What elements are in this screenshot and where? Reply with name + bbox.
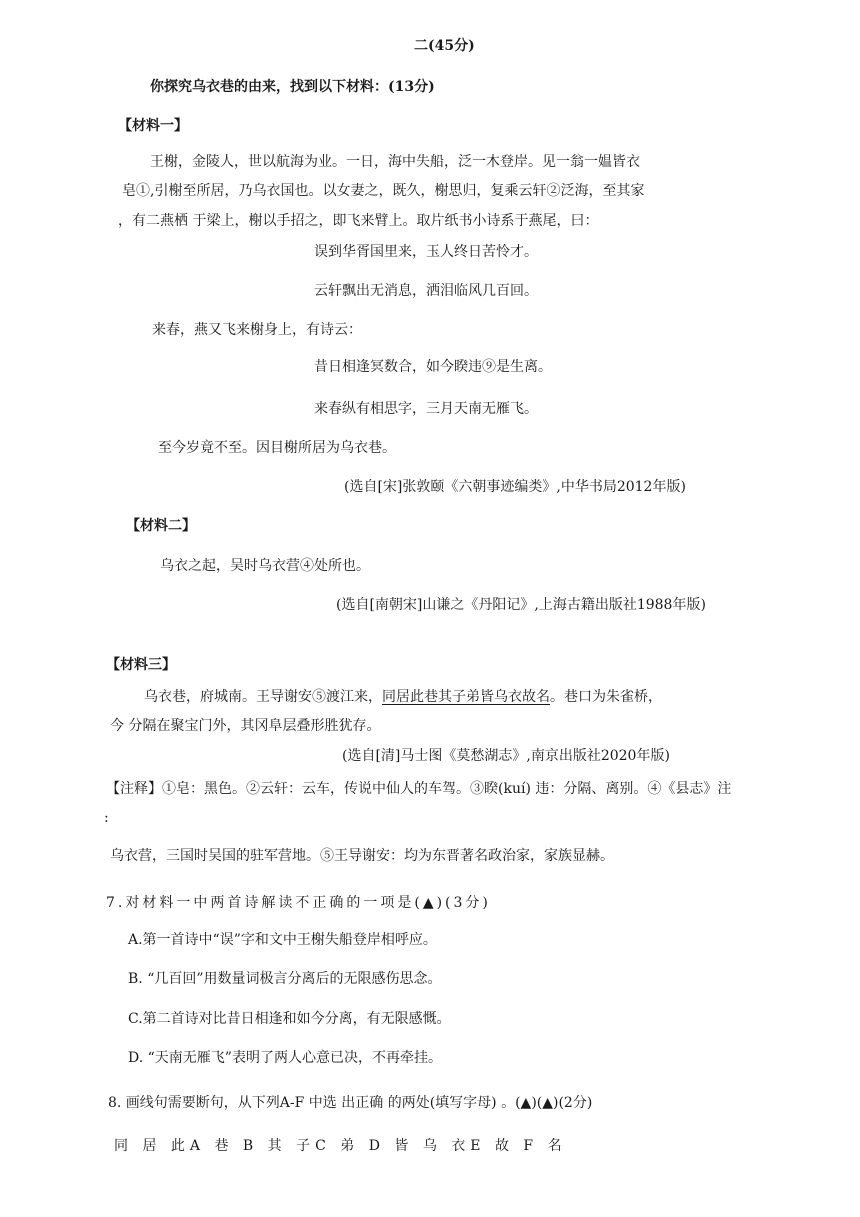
material3-line1 [144,687,662,707]
section-title: 二(45分) [414,38,475,54]
notes-line2: : [104,810,109,826]
q8-sentence: 同 居 此A 巷 B 其 子C 弟 D 皆 乌 衣E 故 F 名 [114,1138,567,1154]
material1-para3: 至今岁竟不至。因目榭所居为乌衣巷。 [158,440,396,456]
q8-stem: 8. 画线句需要断句，从下列A-F 中选 出正确 的两处(填写字母) 。(▲)(▲)(2分) [108,1095,593,1111]
q7-option-d: D. “天南无雁飞”表明了两人心意已决，不再牵挂。 [128,1050,442,1066]
material2-source: (选自[南朝宋]山谦之《丹阳记》,上海古籍出版社1988年版) [336,597,706,613]
material1-para2: 来春，燕又飞来榭身上，有诗云： [152,322,362,338]
q7-option-b: B. “几百回”用数量词极言分离后的无限感伤思念。 [128,971,442,987]
material3-line2: 今 分隔在聚宝门外，其冈阜层叠形胜犹存。 [110,718,381,734]
poem2-line1: 昔日相逢冥数合，如今睽违⑨是生离。 [314,359,552,375]
material3-heading: 【材料三】 [106,657,176,673]
poem2-line2: 来春纵有相思字，三月天南无雁飞。 [314,401,538,417]
material3-line1-start: 乌衣巷，府城南。王导谢安⑤渡江来， [144,689,382,705]
notes-line3: 乌衣营，三国时吴国的驻军营地。⑤王导谢安：均为东晋著名政治家，家族显赫。 [110,848,614,864]
poem1-line1: 误到华胥国里来，玉人终日苦怜才。 [314,244,538,260]
material1-para1-line1: 王榭，金陵人，世以航海为业。一日，海中失船，泛一木登岸。见一翁一媪皆衣 [150,154,640,170]
material1-para1-line2: 皂①,引榭至所居，乃乌衣国也。以女妻之，既久，榭思归，复乘云轩②泛海，至其家 [122,183,645,199]
notes-line1: 【注释】①皂：黑色。②云轩：云车，传说中仙人的车驾。③睽(kuí) 违：分隔、离别。④《县志》注 [106,781,732,797]
q7-stem: 7.对材料一中两首诗解读不正确的一项是(▲)(3分) [106,895,491,911]
material1-para1-line3: ，有二燕栖 于梁上，榭以手招之，即飞来臂上。取片纸书小诗系于燕尾，曰： [118,213,599,229]
material2-heading: 【材料二】 [126,518,196,534]
material2-text: 乌衣之起，吴时乌衣营④处所也。 [160,558,370,574]
material1-source: (选自[宋]张敦颐《六朝事迹编类》,中华书局2012年版) [344,479,686,495]
material3-source: (选自[清]马士图《莫愁湖志》,南京出版社2020年版) [342,748,670,764]
poem1-line2: 云轩飘出无消息，洒泪临风几百回。 [314,283,538,299]
q7-option-a: A.第一首诗中“误”字和文中王榭失船登岸相呼应。 [128,932,437,948]
material1-heading: 【材料一】 [118,118,188,134]
underlined-sentence: 同居此巷其子弟皆乌衣故名 [382,689,550,705]
q7-option-c: C.第二首诗对比昔日相逢和如今分离，有无限感慨。 [128,1011,451,1027]
material3-line1-end: 。巷口为朱雀桥， [550,689,662,705]
task-intro: 你探究乌衣巷的由来，找到以下材料：(13分) [150,79,435,95]
